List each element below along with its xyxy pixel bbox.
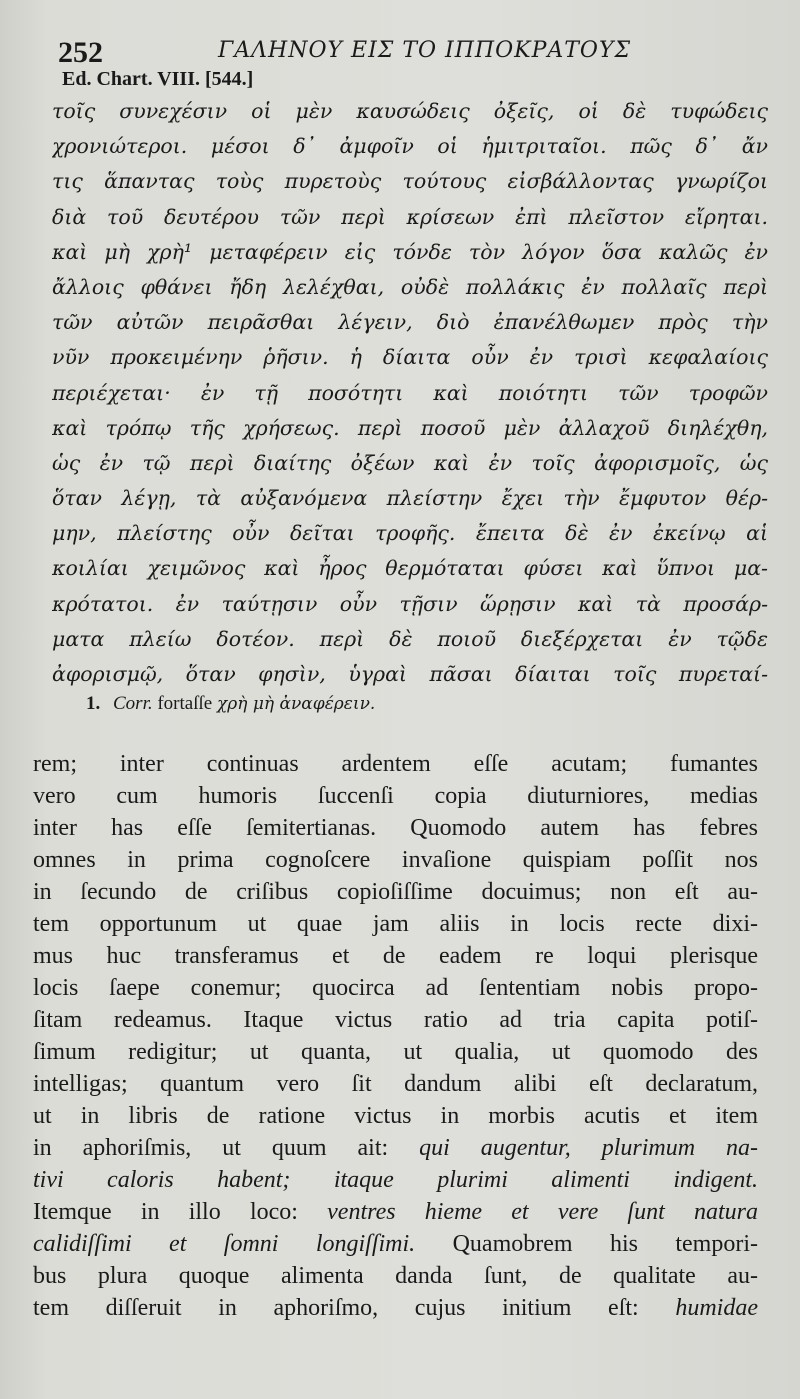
latin-segment: mus huc transferamus et de eadem re loqui plerisque <box>33 943 758 969</box>
latin-line <box>33 1164 758 1196</box>
greek-line: ὡς ἐν τῷ περὶ διαίτης ὀξέων καὶ ἐν τοῖς ἀφορισμοῖς, ὡς <box>52 450 768 475</box>
latin-segment: Itemque in illo loco: <box>33 1199 328 1225</box>
greek-line: κρότατοι. ἐν ταύτῃσιν οὖν τῇσιν ὥρῃσιν καὶ τὰ προσάρ- <box>52 591 768 616</box>
greek-line: μην, πλείστης οὖν δεῖται τροφῆς. ἔπειτα δὲ ἐν ἐκείνῳ αἱ <box>52 521 768 546</box>
latin-segment: omnes in prima cognoſcere invaſione quispiam poſſit nos <box>33 847 758 873</box>
footnote-number: 1. <box>86 693 101 714</box>
latin-line <box>33 876 758 908</box>
latin-italic-segment: qui augentur, plurimum na- <box>419 1135 758 1161</box>
page-header <box>58 28 760 68</box>
greek-line: τις ἅπαντας τοὺς πυρετοὺς τούτους εἰσβάλλοντας γνωρίζοι <box>52 169 768 194</box>
latin-line <box>33 1196 758 1228</box>
latin-segment: inter has eſſe ſemitertianas. Quomodo autem has febres <box>33 815 758 841</box>
latin-line <box>33 844 758 876</box>
running-title: ΓΑΛΗΝΟΥ ΕΙΣ ΤΟ ΙΠΠΟΚΡΑΤΟΥΣ <box>218 38 632 63</box>
greek-line: χρονιώτεροι. μέσοι δ᾽ ἀμφοῖν οἱ ἡμιτριταῖοι. πῶς δ᾽ ἄν <box>52 134 768 159</box>
latin-line <box>33 940 758 972</box>
footnote-greek: χρὴ μὴ ἀναφέρειν. <box>216 694 376 714</box>
latin-segment: tem diſſeruit in aphoriſmo, cujus initium eſt: <box>33 1295 676 1321</box>
latin-line <box>33 1132 758 1164</box>
greek-line: ὅταν λέγῃ, τὰ αὐξανόμενα πλείστην ἔχει τὴν ἔμφυτον θέρ- <box>52 486 768 511</box>
page-number: 252 <box>58 36 103 69</box>
latin-segment: bus plura quoque alimenta danda ſunt, de qualitate au- <box>33 1263 758 1289</box>
greek-line: τοῖς συνεχέσιν οἱ μὲν καυσώδεις ὀξεῖς, οἱ δὲ τυφώδεις <box>52 99 768 123</box>
greek-line: κοιλίαι χειμῶνος καὶ ἦρος θερμόταται φύσει καὶ ὕπνοι μα- <box>52 556 768 581</box>
latin-text-block <box>33 748 758 1324</box>
latin-line <box>33 1100 758 1132</box>
greek-line: καὶ τρόπῳ τῆς χρήσεως. περὶ ποσοῦ μὲν ἀλλαχοῦ διηλέχθη, <box>52 415 768 440</box>
latin-segment: in ſecundo de criſibus copioſiſſime docuimus; non eſt au- <box>33 879 758 905</box>
greek-line: ματα πλείω δοτέον. περὶ δὲ ποιοῦ διεξέρχεται ἐν τῷδε <box>52 626 768 651</box>
latin-italic-segment: calidiſſimi et ſomni longiſſimi. <box>33 1231 416 1257</box>
greek-line: περιέχεται· ἐν τῇ ποσότητι καὶ ποιότητι τῶν τροφῶν <box>52 380 768 405</box>
edition-reference: Ed. Chart. VIII. [544.] <box>62 68 254 90</box>
latin-segment: Quamobrem his tempori- <box>415 1231 758 1257</box>
latin-italic-segment: tivi caloris habent; itaque plurimi alimenti indigent. <box>33 1167 758 1193</box>
latin-segment: vero cum humoris ſuccenſi copia diuturniores, medias <box>33 783 758 809</box>
latin-italic-segment: humidae <box>675 1295 758 1321</box>
latin-segment: rem; inter continuas ardentem eſſe acutam; fumantes <box>33 751 758 777</box>
footnote-text: fortaſſe <box>157 693 213 714</box>
latin-line <box>33 780 758 812</box>
latin-line <box>33 812 758 844</box>
greek-line: διὰ τοῦ δευτέρου τῶν περὶ κρίσεων ἐπὶ πλεῖστον εἴρηται. <box>52 204 768 229</box>
latin-segment: locis ſaepe conemur; quocirca ad ſententiam nobis propo- <box>33 975 758 1001</box>
greek-line: καὶ μὴ χρὴ¹ μεταφέρειν εἰς τόνδε τὸν λόγον ὅσα καλῶς ἐν <box>52 239 768 264</box>
latin-segment: in aphoriſmis, ut quum ait: <box>33 1135 420 1161</box>
latin-line <box>33 1036 758 1068</box>
greek-text-block <box>52 94 768 692</box>
latin-line <box>33 908 758 940</box>
latin-line <box>33 1228 758 1260</box>
latin-segment: ſitam redeamus. Itaque victus ratio ad tria capita potiſ- <box>33 1007 758 1033</box>
footnote-label: Corr. <box>113 693 153 714</box>
latin-line <box>33 972 758 1004</box>
latin-italic-segment: ventres hieme et vere ſunt natura <box>327 1199 758 1225</box>
latin-segment: ſimum redigitur; ut quanta, ut qualia, ut quomodo des <box>33 1039 758 1065</box>
footnote <box>86 690 726 718</box>
latin-segment: tem opportunum ut quae jam aliis in locis recte dixi- <box>33 911 758 937</box>
greek-line: νῦν προκειμένην ῥῆσιν. ἡ δίαιτα οὖν ἐν τρισὶ κεφαλαίοις <box>52 345 768 370</box>
latin-line <box>33 1292 758 1324</box>
latin-segment: ut in libris de ratione victus in morbis acutis et item <box>33 1103 758 1129</box>
latin-line <box>33 1260 758 1292</box>
latin-segment: intelligas; quantum vero ſit dandum alibi eſt declaratum, <box>33 1071 758 1097</box>
greek-line: τῶν αὐτῶν πειρᾶσθαι λέγειν, διὸ ἐπανέλθωμεν πρὸς τὴν <box>52 310 768 335</box>
latin-line <box>33 1068 758 1100</box>
greek-line: ἄλλοις φθάνει ἤδη λελέχθαι, οὐδὲ πολλάκις ἐν πολλαῖς περὶ <box>52 274 768 299</box>
latin-line <box>33 748 758 780</box>
latin-line <box>33 1004 758 1036</box>
greek-line: ἀφορισμῷ, ὅταν φησὶν, ὑγραὶ πᾶσαι δίαιται τοῖς πυρεταί- <box>52 662 768 686</box>
